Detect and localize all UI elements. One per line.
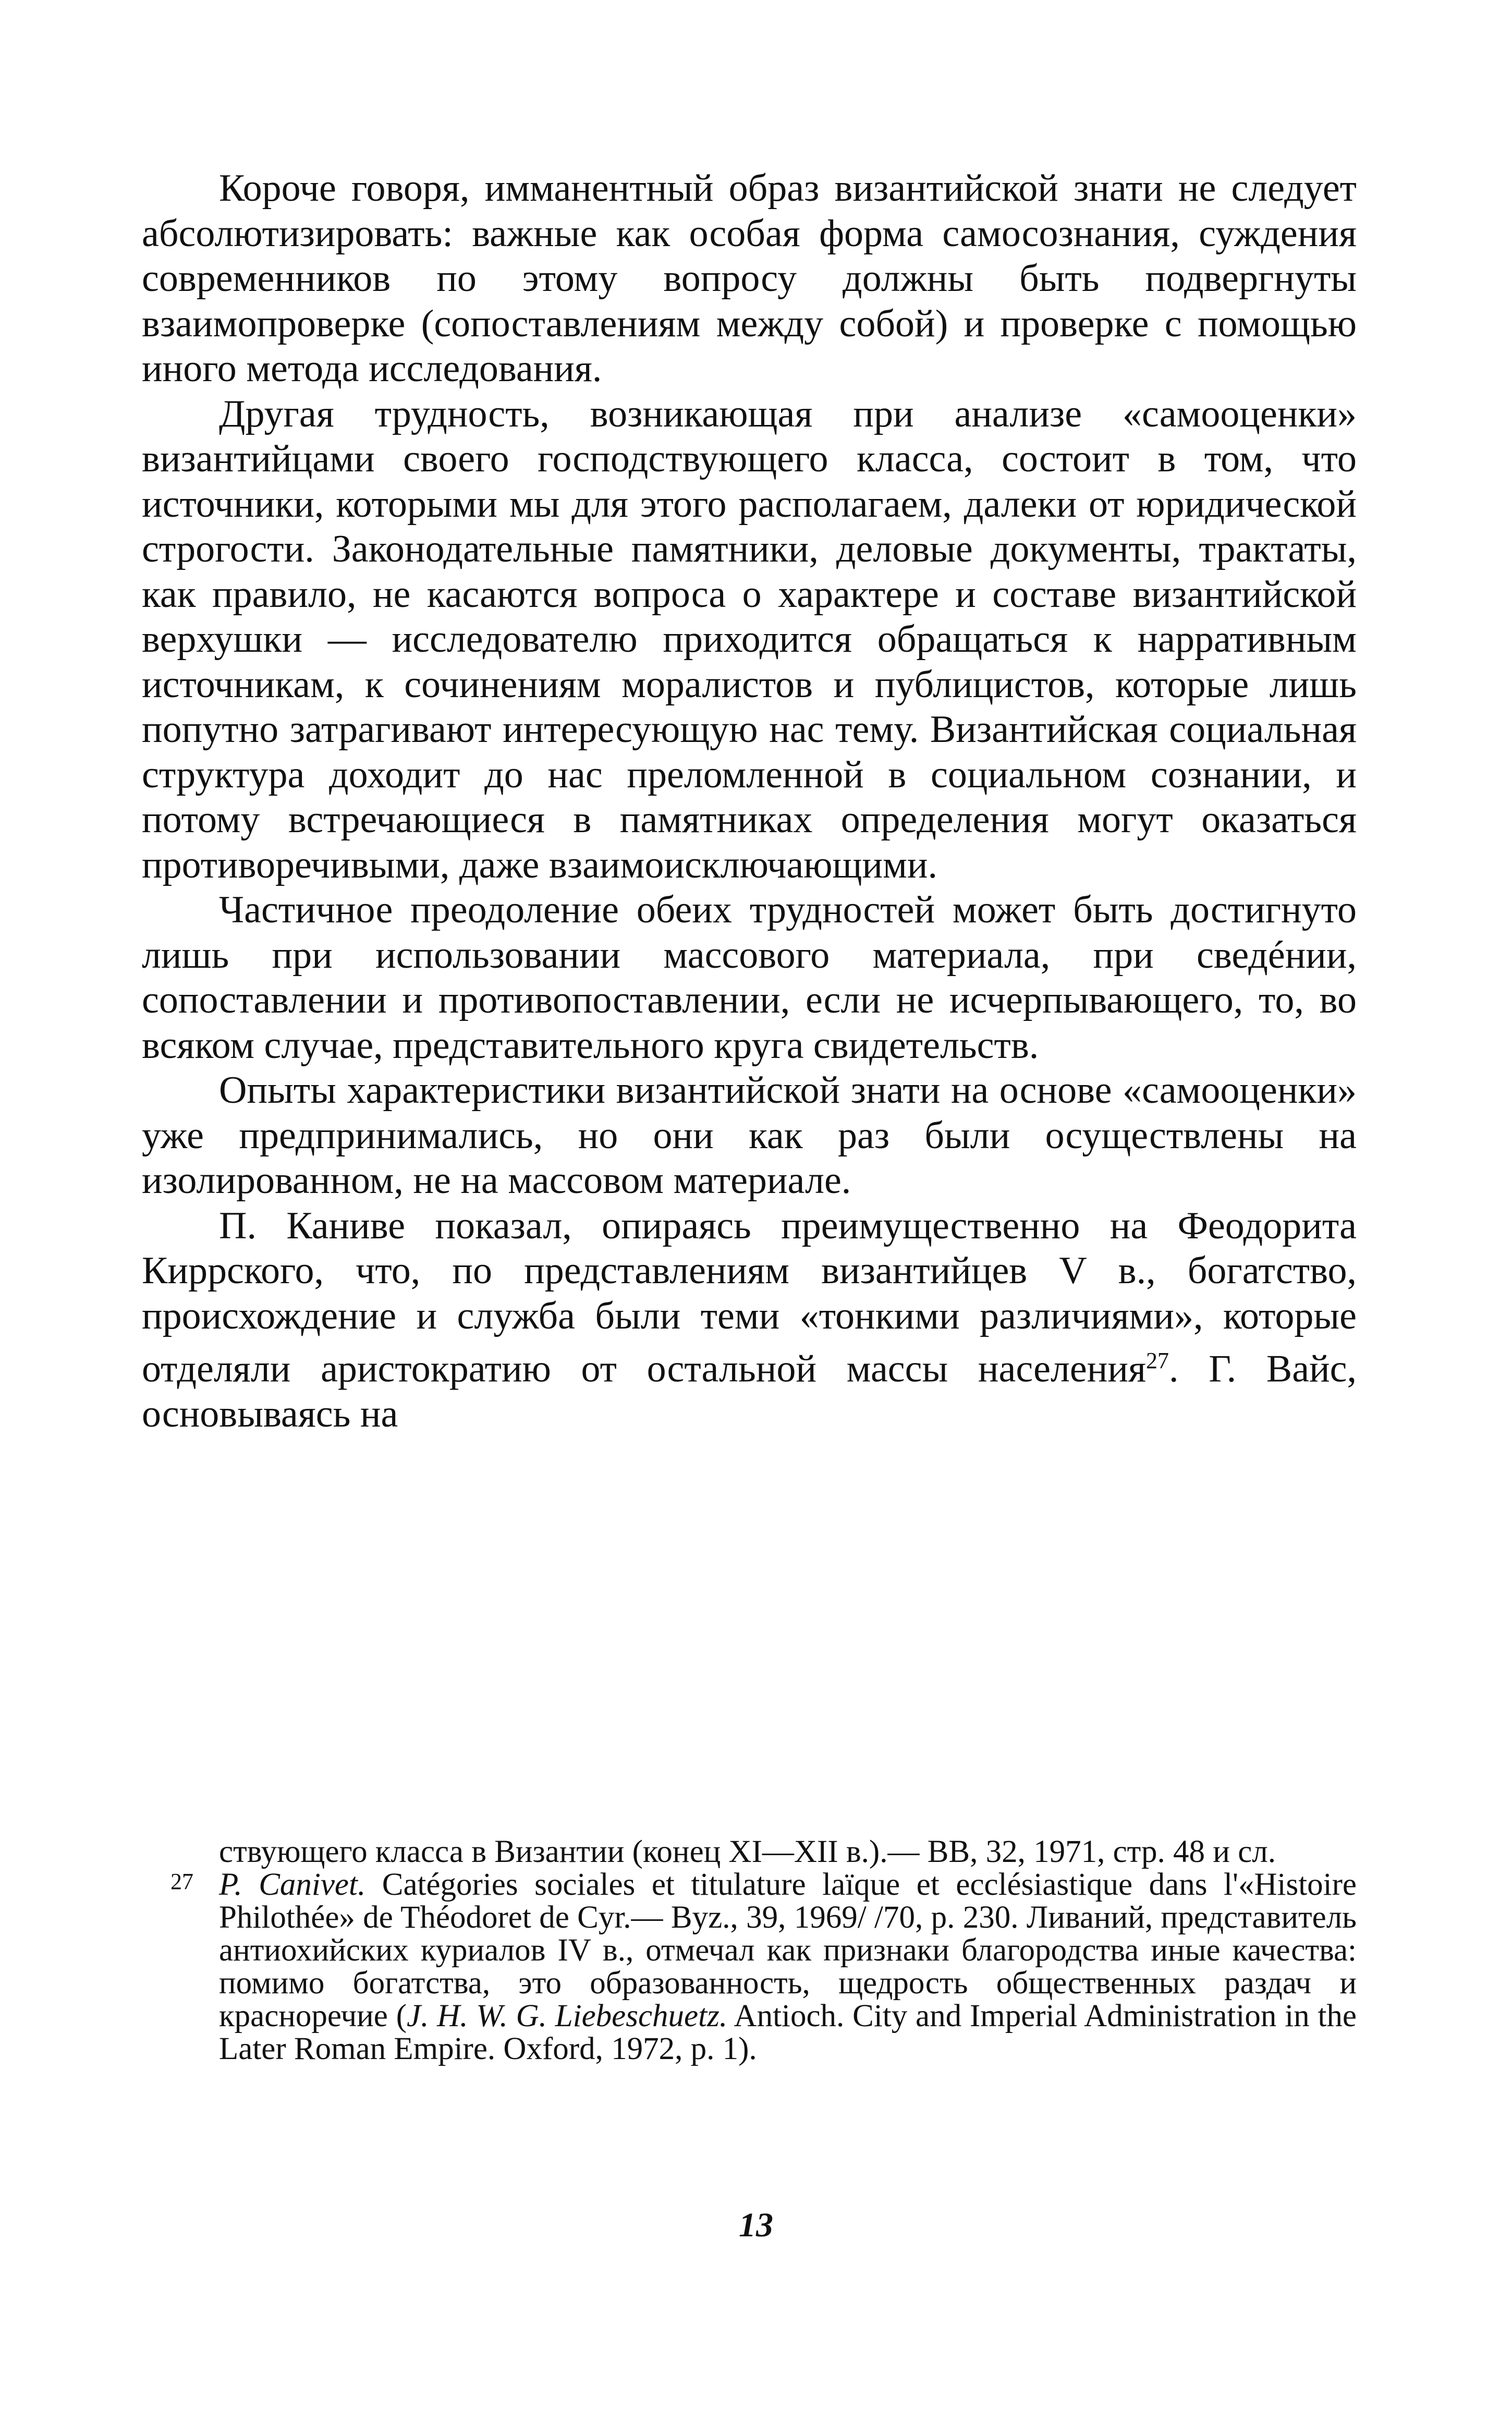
footnote-27-author: P. Canivet.: [219, 1867, 366, 1902]
footnote-27-text-a: Catégories sociales et titulature laïque et ecclésiastique dans l'«Histoire Philothée» de Théodoret de Cyr.— Byz., 39, 1969/ /70, p. 230. Ливаний, представитель антиохийских куриалов IV в., отмечал как признаки благородства иные качества: помимо богатства, это образованность, щедрость общественных раздач и красноречие (: [219, 1867, 1357, 2033]
paragraph-5: [142, 1203, 1357, 1437]
footnote-27-text-b: Antioch. City and Imperial Administration in the Later Roman Empire. Oxford, 1972, p. 1).: [219, 1999, 1357, 2066]
paragraph-5-text: П. Каниве показал, опираясь преимущественно на Феодорита Киррского, что, по представлениям византийцев V в., богатство, происхождение и служба были теми «тонкими различиями», которые отделяли аристократию от остальной массы населения: [142, 1204, 1357, 1391]
paragraph-2: Другая трудность, возникающая при анализе «самооценки» византийцами своего господствующего класса, состоит в том, что источники, которыми мы для этого располагаем, далеки от юридической строгости. Законодательные памятники, деловые документы, трактаты, как правило, не касаются вопроса о характере и составе византийской верхушки — исследователю приходится обращаться к нарративным источникам, к сочинениям моралистов и публицистов, которые лишь попутно затрагивают интересующую нас тему. Византийская социальная структура доходит до нас преломленной в социальном сознании, и потому встречающиеся в памятниках определения могут оказаться противоречивыми, даже взаимоисключающими.: [142, 392, 1357, 886]
paragraph-4: Опыты характеристики византийской знати на основе «самооценки» уже предпринимались, но они как раз были осуществлены на изолированном, не на массовом материале.: [142, 1069, 1357, 1202]
paragraph-1: Короче говоря, имманентный образ византийской знати не следует абсолютизировать: важные как особая форма самосознания, суждения современников по этому вопросу должны быть подвергнуты взаимопроверке (сопоставлениям между собой) и проверке с помощью иного метода исследования.: [142, 167, 1357, 390]
footnote-27: [142, 1868, 1357, 2065]
footnote-27-author-2: J. H. W. G. Liebeschuetz.: [407, 1999, 728, 2033]
footnote-reference-27: 27: [1145, 1348, 1169, 1373]
page-number: 13: [739, 2206, 773, 2244]
paragraph-3: Частичное преодоление обеих трудностей может быть достигнуто лишь при использовании массового материала, при сведéнии, сопоставлении и противопоставлении, если не исчерпывающего, то, во всяком случае, представительного круга свидетельств.: [142, 888, 1357, 1067]
paragraph-5-tail: . Г. Вайс, основываясь на: [142, 1347, 1357, 1436]
footnote-27-mark: 27: [170, 1869, 193, 1894]
footnotes: [142, 1835, 1357, 2065]
main-text: [142, 166, 1357, 1437]
footnote-continuation: ствующего класса в Византии (конец XI—XII в.).— ВВ, 32, 1971, стр. 48 и сл.: [219, 1834, 1276, 1869]
